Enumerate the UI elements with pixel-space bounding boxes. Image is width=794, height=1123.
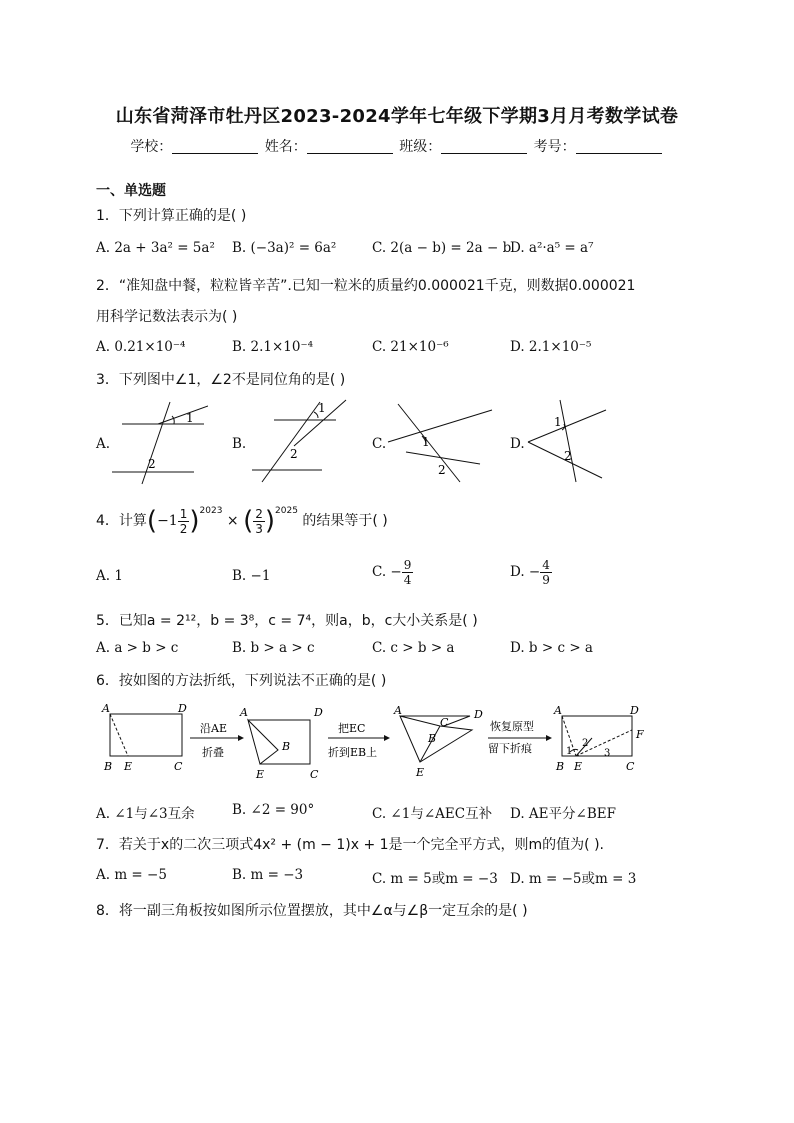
school-label: 学校：: [130, 139, 173, 155]
svg-text:1: 1: [186, 411, 194, 425]
question-1-option-d: D. a²·a⁵ = a⁷: [510, 240, 594, 256]
svg-text:把EC: 把EC: [338, 722, 366, 735]
question-3-option-a: A.: [96, 436, 111, 452]
svg-text:A: A: [240, 706, 248, 719]
question-1-stem: 1．下列计算正确的是( ): [96, 208, 247, 224]
question-6-option-c: C. ∠1与∠AEC互补: [372, 806, 493, 822]
svg-text:沿AE: 沿AE: [200, 722, 227, 735]
svg-text:2: 2: [582, 738, 589, 749]
question-7-option-d: D. m = −5或m = 3: [510, 871, 637, 887]
question-2-option-c: C. 21×10⁻⁶: [372, 339, 449, 355]
question-4-stem: 4．计算(−1 $\frac{1}{2}$ )$^{2023}$ × ( $\frac{2}{3}$ )$^{2025}$ 的结果等于( ): [96, 506, 388, 536]
svg-text:A: A: [102, 702, 110, 715]
question-6-option-d: D. AE平分∠BEF: [510, 806, 616, 822]
question-8-stem: 8．将一副三角板按如图所示位置摆放，其中∠α与∠β一定互余的是( ): [96, 903, 528, 919]
svg-text:A: A: [554, 704, 562, 717]
number-blank[interactable]: [576, 139, 662, 154]
svg-text:3: 3: [604, 748, 611, 759]
svg-text:折到EB上: 折到EB上: [328, 746, 378, 759]
question-6-option-b: B. ∠2 = 90°: [232, 802, 315, 818]
svg-text:A: A: [394, 704, 402, 717]
class-label: 班级：: [399, 139, 442, 155]
svg-text:E: E: [416, 766, 425, 779]
svg-text:1: 1: [554, 415, 562, 429]
question-3-stem: 3．下列图中∠1，∠2不是同位角的是( ): [96, 372, 346, 388]
question-7-option-a: A. m = −5: [96, 867, 167, 883]
svg-text:2: 2: [438, 463, 446, 477]
page-title: 山东省菏泽市牡丹区2023-2024学年七年级下学期3月月考数学试卷: [115, 106, 679, 127]
question-4-option-c: C. − $\frac{9}{4}$: [372, 558, 412, 587]
svg-text:E: E: [124, 760, 133, 773]
svg-text:C: C: [174, 760, 183, 773]
question-2-stem-line1: 2．“准知盘中餐，粒粒皆辛苦”.已知一粒米的质量约0.000021千克，则数据0.000021: [96, 278, 636, 294]
svg-text:1: 1: [566, 746, 573, 757]
school-blank[interactable]: [172, 139, 258, 154]
question-7-stem: 7．若关于x的二次三项式4x² + (m − 1)x + 1是一个完全平方式，则m的值为( ).: [96, 837, 605, 853]
svg-text:E: E: [256, 768, 265, 781]
name-label: 姓名：: [264, 139, 307, 155]
svg-text:C: C: [310, 768, 319, 781]
question-7-option-b: B. m = −3: [232, 867, 304, 883]
question-3-option-c: C.: [372, 436, 387, 452]
question-5-option-a: A. a > b > c: [96, 640, 179, 656]
figure-3a: [108, 398, 208, 486]
svg-text:2: 2: [148, 457, 156, 471]
class-blank[interactable]: [441, 139, 527, 154]
question-5-option-c: C. c > b > a: [372, 640, 455, 656]
section-heading: 一、单选题: [96, 183, 166, 199]
question-6-option-a: A. ∠1与∠3互余: [96, 806, 195, 822]
question-1-option-a: A. 2a + 3a² = 5a²: [96, 240, 215, 256]
question-2-option-a: A. 0.21×10⁻⁴: [96, 339, 186, 355]
question-5-option-d: D. b > c > a: [510, 640, 593, 656]
svg-text:B: B: [556, 760, 565, 773]
figure-3d: [526, 398, 610, 486]
question-3-option-b: B.: [232, 436, 247, 452]
svg-text:1: 1: [318, 401, 326, 415]
svg-text:1: 1: [422, 435, 430, 449]
number-label: 考号：: [533, 139, 576, 155]
svg-text:B: B: [104, 760, 113, 773]
svg-text:F: F: [636, 728, 644, 741]
question-2-option-d: D. 2.1×10⁻⁵: [510, 339, 592, 355]
svg-text:C: C: [440, 716, 449, 729]
student-info-line: [0, 136, 794, 156]
svg-text:D: D: [630, 704, 639, 717]
svg-text:B: B: [282, 740, 291, 753]
question-5-stem: 5．已知a = 2¹²，b = 3⁸，c = 7⁴，则a，b，c大小关系是( ): [96, 613, 478, 629]
name-blank[interactable]: [307, 139, 393, 154]
question-4-option-a: A. 1: [96, 568, 123, 584]
svg-text:D: D: [178, 702, 187, 715]
svg-text:D: D: [474, 708, 483, 721]
question-4-option-b: B. −1: [232, 568, 271, 584]
question-6-stem: 6．按如图的方法折纸，下列说法不正确的是( ): [96, 673, 387, 689]
svg-text:恢复原型: 恢复原型: [490, 720, 534, 733]
question-1-option-b: B. (−3a)² = 6a²: [232, 240, 337, 256]
figure-6-folding: [100, 700, 660, 788]
svg-text:B: B: [428, 732, 437, 745]
svg-text:C: C: [626, 760, 635, 773]
figure-3b: [248, 398, 348, 486]
svg-text:2: 2: [290, 447, 298, 461]
figure-3c: [386, 398, 496, 486]
question-5-option-b: B. b > a > c: [232, 640, 315, 656]
question-1-option-c: C. 2(a − b) = 2a − b: [372, 240, 512, 256]
svg-text:留下折痕: 留下折痕: [488, 742, 532, 755]
question-3-option-d: D.: [510, 436, 525, 452]
question-2-option-b: B. 2.1×10⁻⁴: [232, 339, 313, 355]
svg-text:E: E: [574, 760, 583, 773]
svg-text:2: 2: [564, 449, 572, 463]
question-2-stem-line2: 用科学记数法表示为( ): [96, 309, 238, 325]
svg-text:折叠: 折叠: [202, 746, 224, 759]
question-7-option-c: C. m = 5或m = −3: [372, 871, 498, 887]
question-4-option-d: D. − $\frac{4}{9}$: [510, 558, 550, 587]
svg-text:D: D: [314, 706, 323, 719]
